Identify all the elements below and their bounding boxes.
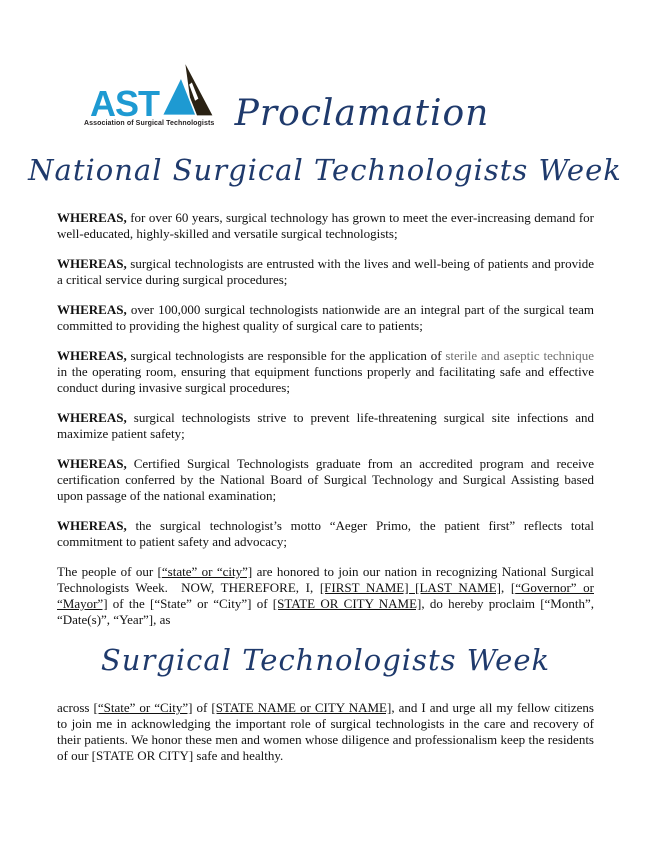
whereas-lead: WHEREAS, xyxy=(57,348,127,363)
proclamation-script-heading: Proclamation xyxy=(234,93,490,134)
body-text: the surgical technologist’s motto “Aeger Primo, the patient first” reflects total commitment to patient safety and advocacy; xyxy=(57,518,594,549)
whereas-lead: WHEREAS, xyxy=(57,256,127,271)
whereas-lead: WHEREAS, xyxy=(57,210,127,225)
body-text: , do hereby proclaim [“Month”, “Date(s)”, “Year”], as xyxy=(57,596,594,627)
body-text: of xyxy=(192,700,212,715)
fill-in-blank: “Governor” or “Mayor”] xyxy=(57,580,594,611)
fill-in-blank: [FIRST NAME] [LAST NAME] xyxy=(319,580,501,595)
national-week-heading: National Surgical Technologists Week xyxy=(28,153,622,187)
ast-triangle-icon xyxy=(160,62,214,118)
fill-in-blank: [STATE OR CITY NAME] xyxy=(272,596,422,611)
fill-in-blank: [“State” or “City”] xyxy=(93,700,193,715)
whereas-paragraph xyxy=(57,256,594,288)
body-text: Certified Surgical Technologists graduate from an accredited program and receive certification conferred by the National Board of Surgical Technology and Surgical Assisting based upon passage of the national examination; xyxy=(57,456,594,503)
body-text: surgical technologists strive to prevent life-threatening surgical site infections and maximize patient safety; xyxy=(57,410,594,441)
body-text: are honored to join our nation in recognizing National Surgical Technologists Week. NOW, THEREFORE, I, xyxy=(57,564,594,595)
whereas-lead: WHEREAS, xyxy=(57,456,127,471)
whereas-paragraph xyxy=(57,518,594,550)
body-text: The people of our [ xyxy=(57,564,162,579)
muted-phrase: sterile and aseptic technique xyxy=(445,348,594,363)
body-text: over 100,000 surgical technologists nationwide are an integral part of the surgical team committed to providing the highest quality of surgical care to patients; xyxy=(57,302,594,333)
whereas-paragraph xyxy=(57,348,594,396)
body-text: of the [“State” or “City”] of xyxy=(107,596,273,611)
body-text: surgical technologists are responsible for the application of xyxy=(126,348,446,363)
document-body xyxy=(57,210,594,764)
ast-tagline: Association of Surgical Technologists xyxy=(84,120,215,127)
body-text: for over 60 years, surgical technology has grown to meet the ever-increasing demand for well-educated, highly-skilled and versatile surgical technologists; xyxy=(57,210,594,241)
document-header xyxy=(0,0,650,146)
body-text: in the operating room, ensuring that equipment functions properly and facilitating safe and effective conduct during invasive surgical procedures; xyxy=(57,364,594,395)
whereas-paragraph xyxy=(57,564,594,628)
body-text: across xyxy=(57,700,94,715)
body-text: , [ xyxy=(500,580,516,595)
whereas-clauses xyxy=(57,210,594,628)
body-text: surgical technologists are entrusted with the lives and well-being of patients and provide a critical service during surgical procedures; xyxy=(57,256,594,287)
week-heading: Surgical Technologists Week xyxy=(100,643,551,677)
closing-paragraph xyxy=(57,700,594,764)
ast-logo xyxy=(84,62,214,127)
body-text: , and I and urge all my fellow citizens to join me in acknowledging the important role of surgical technologists in the care and recovery of their patients. We honor these men and women whose diligence and professionalism keep the residents of our [STATE OR CITY] safe and healthy. xyxy=(57,700,594,763)
fill-in-blank: [STATE NAME or CITY NAME] xyxy=(211,700,392,715)
whereas-lead: WHEREAS, xyxy=(57,302,127,317)
whereas-lead: WHEREAS, xyxy=(57,518,127,533)
whereas-lead: WHEREAS, xyxy=(57,410,127,425)
ast-acronym: AST xyxy=(90,82,159,124)
whereas-paragraph xyxy=(57,456,594,504)
whereas-paragraph xyxy=(57,210,594,242)
whereas-paragraph xyxy=(57,410,594,442)
whereas-paragraph xyxy=(57,302,594,334)
fill-in-blank: “state” or “city”] xyxy=(161,564,253,579)
